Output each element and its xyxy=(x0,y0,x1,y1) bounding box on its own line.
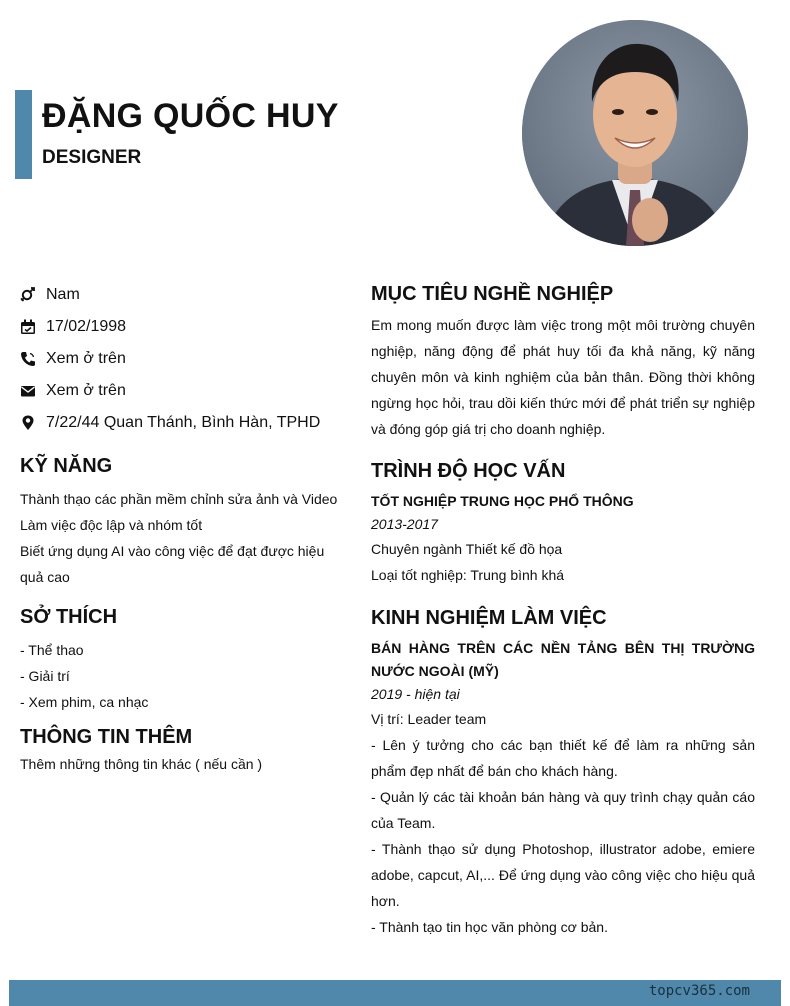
education-title: TRÌNH ĐỘ HỌC VẤN xyxy=(371,460,566,482)
extra-info-title: THÔNG TIN THÊM xyxy=(20,726,193,748)
phone-icon xyxy=(20,351,36,367)
experience-period: 2019 - hiện tại xyxy=(371,686,460,702)
skill-item: quả cao xyxy=(20,569,70,585)
skill-item: Làm việc độc lập và nhóm tốt xyxy=(20,517,203,533)
contact-phone-text: Xem ở trên xyxy=(46,350,126,367)
gender-icon xyxy=(20,287,36,303)
contact-email-text: Xem ở trên xyxy=(46,382,126,399)
contact-list xyxy=(20,279,350,439)
skill-item: Thành thạo các phần mềm chỉnh sửa ảnh và Video xyxy=(20,491,338,507)
experience-company: BÁN HÀNG TRÊN CÁC NỀN TẢNG BÊN THỊ TRƯỜNG NƯỚC NGOÀI (MỸ) xyxy=(371,640,755,679)
hobby-item: - Xem phim, ca nhạc xyxy=(20,694,149,710)
objective-title: MỤC TIÊU NGHỀ NGHIỆP xyxy=(371,283,614,305)
education-major: Chuyên ngành Thiết kế đồ họa xyxy=(371,541,563,557)
experience-bullet: - Thành tạo tin học văn phòng cơ bản. xyxy=(371,919,608,935)
experience-section xyxy=(371,637,755,940)
candidate-name: ĐẶNG QUỐC HUY xyxy=(42,97,339,135)
experience-bullet: - Lên ý tưởng cho các bạn thiết kế để làm ra những sản phẩm đẹp nhất để bán cho khách hàng. xyxy=(371,737,755,779)
avatar xyxy=(522,20,748,246)
experience-bullet: - Quản lý các tài khoản bán hàng và quy trình chạy quản cáo của Team. xyxy=(371,789,755,831)
education-school: TỐT NGHIỆP TRUNG HỌC PHỔ THÔNG xyxy=(371,493,634,509)
experience-position: Vị trí: Leader team xyxy=(371,711,487,727)
calendar-icon xyxy=(20,319,36,335)
contact-address xyxy=(20,407,350,439)
hobbies-title: SỞ THÍCH xyxy=(20,606,118,628)
objective-text: Em mong muốn được làm việc trong một môi trường chuyên nghiệp, năng động để phát huy tối đa khả năng, kỹ năng chuyên môn và kinh nghiệm của bản thân. Đồng thời không ngừng học hỏi, trau dồi kiến thức mới để phát triển sự nghiệp và đóng góp giá trị cho doanh nghiệp. xyxy=(371,317,755,437)
education-grade: Loại tốt nghiệp: Trung bình khá xyxy=(371,567,565,583)
contact-gender xyxy=(20,279,350,311)
hobbies-list xyxy=(20,637,350,715)
skills-title: KỸ NĂNG xyxy=(20,455,113,477)
contact-phone xyxy=(20,343,350,375)
education-period: 2013-2017 xyxy=(371,516,438,532)
experience-bullet: - Thành thạo sử dụng Photoshop, illustrator adobe, emiere adobe, capcut, AI,... Để ứng dụng vào công việc cho hiệu quả hơn. xyxy=(371,841,755,909)
name-accent-bar xyxy=(15,90,32,179)
contact-birthday-text: 17/02/1998 xyxy=(46,318,127,335)
contact-email xyxy=(20,375,350,407)
contact-birthday xyxy=(20,311,350,343)
extra-info-text: Thêm những thông tin khác ( nếu cần ) xyxy=(20,756,263,772)
education-section xyxy=(371,490,755,588)
email-icon xyxy=(20,383,36,399)
skills-list xyxy=(20,486,350,590)
hobby-item: - Thể thao xyxy=(20,642,84,658)
profile-photo xyxy=(522,20,748,246)
hobby-item: - Giải trí xyxy=(20,668,70,684)
skill-item: Biết ứng dụng AI vào công việc để đạt được hiệu xyxy=(20,543,325,559)
location-icon xyxy=(20,415,36,431)
experience-title: KINH NGHIỆM LÀM VIỆC xyxy=(371,607,607,629)
footer-website: topcv365.com xyxy=(648,983,750,999)
contact-address-text: 7/22/44 Quan Thánh, Bình Hàn, TPHD xyxy=(46,414,321,431)
candidate-role: DESIGNER xyxy=(42,147,142,168)
footer-bar xyxy=(9,980,781,1006)
contact-gender-text: Nam xyxy=(46,286,80,303)
